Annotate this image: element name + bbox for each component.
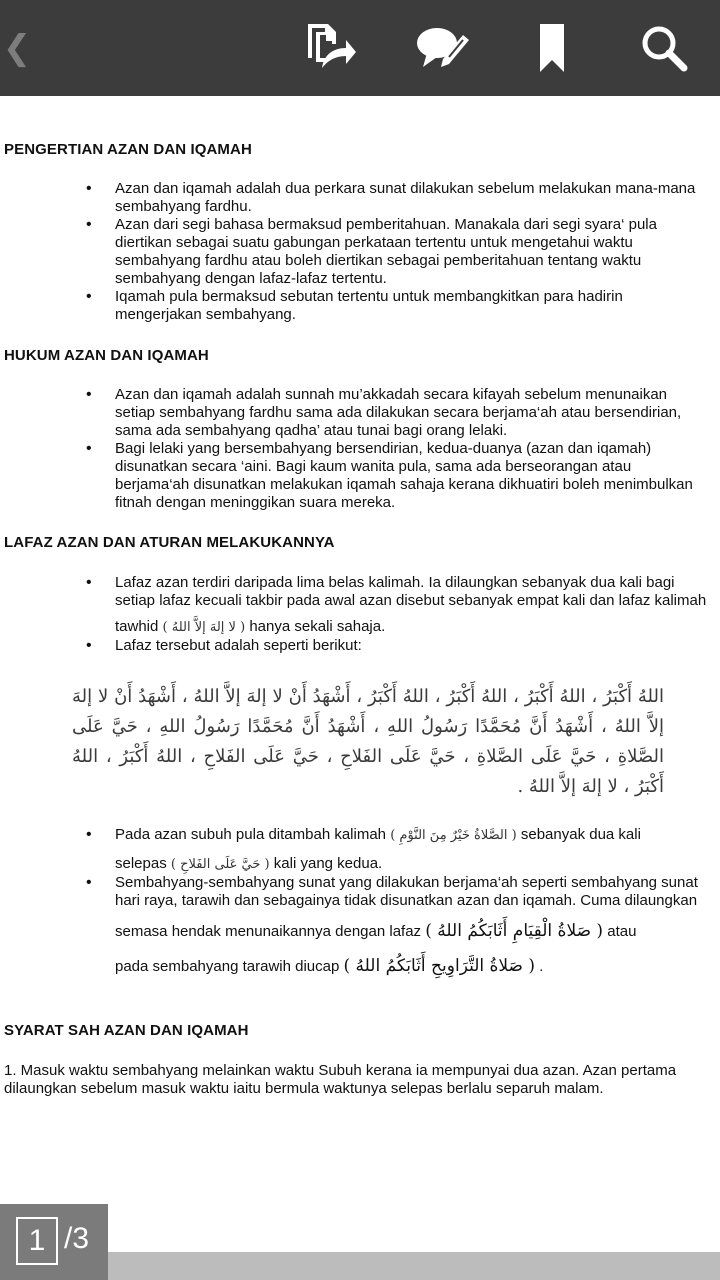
text-line: 1. Masuk waktu sembahyang melainkan waktu Subuh kerana ia mempunyai dua azan. Azan pertama (4, 1062, 677, 1079)
text-line (115, 618, 716, 637)
inline-text: semasa hendak menunaikannya dengan lafaz (115, 923, 422, 940)
arabic-phrase: ( صَلاةُ الْقِيَامِ أَثَابَكُمُ اللهُ ) (425, 921, 604, 941)
share-button[interactable] (296, 0, 360, 96)
text-line: fitnah dengan meninggikan suara mereka. (115, 494, 396, 511)
inline-text: sebanyak dua kali (520, 826, 641, 843)
current-page-number: 1 (28, 1224, 46, 1257)
text-line: dilaungkan sebelum masuk waktu iaitu bermula waktunya selepas berlalu separuh malam. (4, 1080, 604, 1097)
total-pages: /3 (64, 1222, 90, 1255)
arabic-phrase: ( صَلاةُ التَّرَاوِيحِ أَثَابَكُمُ اللهُ ) (343, 956, 536, 976)
text-line: sembahyang dengan lafaz-lafaz tertentu. (115, 270, 387, 287)
list-item (0, 637, 720, 655)
text-line: sembahyang fardhu atau boleh diertikan sebagai pemberitahuan tentang waktu (115, 252, 642, 269)
text-line: • Lafaz tersebut adalah seperti berikut: (115, 637, 362, 654)
text-line: • Sembahyang-sembahyang sunat yang dilakukan berjama‘ah seperti sembahyang sunat (115, 874, 698, 891)
list-item (0, 574, 720, 637)
text-line: • Iqamah pula bermaksud sebutan tertentu untuk membangkitkan para hadirin (115, 288, 623, 305)
text-line: disunatkan secara ‘aini. Bagi kaum wanita pula, sama ada berseorangan atau (115, 458, 632, 475)
section-heading: HUKUM AZAN DAN IQAMAH (4, 347, 209, 364)
list-item (0, 288, 720, 324)
text-line (115, 957, 716, 976)
text-line (115, 826, 716, 845)
section-heading: LAFAZ AZAN DAN ATURAN MELAKUKANNYA (4, 534, 335, 551)
text-line: sembahyang fardhu. (115, 198, 252, 215)
search-icon (640, 24, 688, 72)
text-line (115, 922, 716, 941)
text-line: • Azan dari segi bahasa bermaksud pemberitahuan. Manakala dari segi syara‘ pula (115, 216, 657, 233)
text-line: setiap sembahyang fardhu sama ada dilakukan secara berjama‘ah atau bersendirian, (115, 404, 682, 421)
bullet-list (0, 574, 720, 655)
inline-text: selepas (115, 855, 167, 872)
document-page[interactable] (0, 96, 720, 1252)
search-button[interactable] (632, 0, 696, 96)
page-scrollbar[interactable] (108, 1252, 720, 1280)
inline-text: pada sembahyang tarawih diucap (115, 958, 340, 975)
inline-text: Pada azan subuh pula ditambah kalimah (115, 826, 387, 843)
section-heading: SYARAT SAH AZAN DAN IQAMAH (4, 1022, 249, 1039)
text-line: • Azan dan iqamah adalah dua perkara sunat dilakukan sebelum melakukan mana-mana (115, 180, 696, 197)
current-page-box[interactable] (16, 1217, 58, 1265)
list-item (0, 180, 720, 216)
text-line: • Bagi lelaki yang bersembahyang bersendirian, kedua-duanya (azan dan iqamah) (115, 440, 652, 457)
text-line: • Lafaz azan terdiri daripada lima belas kalimah. Ia dilaungkan sebanyak dua kali bagi (115, 574, 675, 591)
back-button[interactable] (0, 0, 34, 96)
chevron-left-icon: ❮ (2, 29, 32, 67)
inline-text: kali yang kedua. (273, 855, 383, 872)
list-item (0, 216, 720, 288)
azan-arabic-text: اللهُ أَكْبَرُ ، اللهُ أَكْبَرُ ، اللهُ أَكْبَرُ ، اللهُ أَكْبَرُ ، أَشْهَدُ أَنْ لا إلهَ إلاَّ اللهُ ، أَشْهَدُ أَنْ لا إلهَ إلاَّ اللهُ ، أَشْهَدُ أَنَّ مُحَمَّدًا رَسُولُ اللهِ ، أَشْهَدُ أَنَّ مُحَمَّدًا رَسُولُ اللهِ ، حَيَّ عَلَى الصَّلاةِ ، حَيَّ عَلَى الصَّلاةِ ، حَيَّ عَلَى الفَلاحِ ، حَيَّ عَلَى الفَلاحِ ، اللهُ أَكْبَرُ ، اللهُ أَكْبَرُ ، لا إلهَ إلاَّ اللهُ . (72, 686, 664, 797)
share-icon (300, 22, 356, 74)
list-item (0, 826, 720, 874)
section-heading: PENGERTIAN AZAN DAN IQAMAH (4, 141, 252, 158)
list-item (0, 874, 720, 976)
note-button[interactable] (410, 0, 474, 96)
top-toolbar (0, 0, 720, 96)
bullet-list (0, 826, 720, 976)
paragraph (4, 1062, 716, 1098)
inline-text: atau (607, 923, 637, 940)
text-line: • Azan dan iqamah adalah sunnah mu’akkadah secara kifayah sebelum menunaikan (115, 386, 668, 403)
text-line: setiap lafaz kecuali takbir pada awal azan disebut sebanyak empat kali dan lafaz kalimah (115, 592, 707, 609)
text-line: diertikan sebagai suatu gabungan perkataan tertentu untuk mengetahui waktu (115, 234, 633, 251)
text-line: berjama‘ah disunatkan melakukan iqamah sahaja kerana dikhuatiri boleh menimbulkan (115, 476, 693, 493)
text-line: mengerjakan sembahyang. (115, 306, 296, 323)
note-icon (415, 23, 469, 73)
bullet-list (0, 386, 720, 512)
inline-text: hanya sekali sahaja. (249, 618, 386, 635)
page-indicator[interactable] (0, 1204, 108, 1280)
arabic-phrase: ( الصَّلاةُ خَيْرٌ مِنَ النَّوْمِ ) (390, 828, 517, 843)
inline-text: tawhid (115, 618, 159, 635)
arabic-phrase: ( لا إلهَ إلاَّ اللهُ ) (162, 620, 246, 635)
text-line: sama ada sembahyang qadha’ atau tunai bagi orang lelaki. (115, 422, 508, 439)
list-item (0, 440, 720, 512)
text-line (115, 855, 716, 874)
arabic-phrase: ( حَيَّ عَلَى الفَلاحِ ) (170, 857, 270, 872)
list-item (0, 386, 720, 440)
bullet-list (0, 180, 720, 324)
inline-text: . (539, 958, 544, 975)
bookmark-icon (539, 24, 565, 72)
text-line: hari raya, tarawih dan sebagainya tidak disunatkan azan dan iqamah. Cuma dilaungkan (115, 892, 698, 909)
bookmark-button[interactable] (528, 0, 576, 96)
